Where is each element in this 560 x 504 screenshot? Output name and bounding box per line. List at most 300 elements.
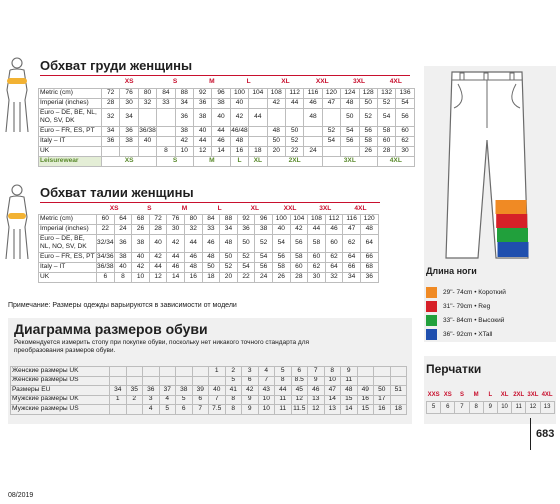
cell: 10	[132, 272, 150, 282]
cell: 1	[110, 395, 127, 405]
cell: 56	[359, 126, 377, 136]
cell: 48	[341, 386, 358, 396]
cell: 72	[102, 88, 120, 98]
cell: 38	[132, 234, 150, 252]
cell: 26	[359, 146, 377, 156]
size-header: XXL	[315, 78, 329, 86]
cell: 3	[143, 395, 160, 405]
cell: 34	[220, 224, 238, 234]
cell: 136	[396, 88, 414, 98]
table-row	[11, 395, 407, 405]
chest-title: Обхват груди женщины	[40, 58, 193, 73]
cell: 44	[149, 262, 167, 272]
cell: 132	[377, 88, 395, 98]
cell: 7	[192, 405, 209, 415]
cell: 36	[237, 224, 255, 234]
shoe-size-table	[10, 366, 407, 415]
cell: 10	[258, 405, 275, 415]
cell: 11	[275, 405, 292, 415]
cell: 2	[225, 367, 242, 377]
trousers-icon	[430, 68, 545, 264]
table-row	[39, 214, 379, 224]
cell: 62	[325, 252, 343, 262]
cell: 48	[230, 136, 248, 146]
cell: 13	[324, 405, 341, 415]
cell: 16	[374, 405, 391, 415]
cell: 54	[322, 136, 340, 146]
cell: 40	[230, 98, 248, 108]
cell: 16	[230, 146, 248, 156]
cell: XS	[102, 156, 157, 166]
cell: 108	[308, 214, 326, 224]
row-label: Imperial (inches)	[39, 98, 102, 108]
table-row	[39, 252, 379, 262]
cell: 58	[272, 262, 290, 272]
cell: 60	[308, 252, 326, 262]
cell: 41	[225, 386, 242, 396]
row-label: Italy – IT	[39, 262, 97, 272]
glove-size: XL	[500, 392, 509, 399]
cell: 5	[159, 405, 176, 415]
cell: 52	[255, 234, 273, 252]
cell: 46	[304, 98, 322, 108]
cell: 52	[377, 98, 395, 108]
cell: 8	[157, 146, 175, 156]
cell: 36	[175, 108, 193, 126]
size-header: XS	[124, 78, 134, 86]
cell: 38	[255, 224, 273, 234]
cell: 40	[132, 252, 150, 262]
red-swatch-icon	[426, 301, 437, 312]
cell: 50	[374, 386, 391, 396]
row-label: Euro – DE, BE, NL, NO, SV, DK	[39, 108, 102, 126]
cell: 104	[290, 214, 308, 224]
cell: 24	[304, 146, 322, 156]
cell: 62	[343, 234, 361, 252]
cell: 5	[176, 395, 193, 405]
cell: 20	[220, 272, 238, 282]
cell: 64	[114, 214, 132, 224]
cell: 9	[242, 395, 259, 405]
size-header: XS	[109, 205, 119, 212]
cell: 30	[396, 146, 414, 156]
cell: 28	[102, 98, 120, 108]
row-label: Metric (cm)	[39, 214, 97, 224]
cell: 7	[308, 367, 325, 377]
cell: 8.5	[291, 376, 308, 386]
cell: 42	[242, 386, 259, 396]
size-header: XL	[281, 78, 290, 86]
cell: 15	[357, 405, 374, 415]
table-row	[39, 224, 379, 234]
table-row	[39, 146, 415, 156]
cell: 68	[360, 262, 378, 272]
cell: 54	[396, 98, 414, 108]
size-header: L	[246, 78, 251, 86]
cell: 6	[176, 405, 193, 415]
cell: 22	[237, 272, 255, 282]
table-row	[11, 386, 407, 396]
cell: 52	[237, 252, 255, 262]
legend-label: 36"- 92cm • XTall	[443, 330, 493, 338]
cell: 52	[359, 108, 377, 126]
cell: 9	[341, 367, 358, 377]
row-label: Leisurewear	[39, 156, 102, 166]
woman-waist-icon	[2, 183, 32, 261]
cell: S	[157, 156, 194, 166]
cell: 6	[291, 367, 308, 377]
cell: 40	[209, 386, 226, 396]
cell: 46	[325, 224, 343, 234]
cell: 7	[209, 395, 226, 405]
divider	[40, 75, 410, 76]
footer-date: 08/2019	[8, 492, 34, 499]
woman-chest-icon	[2, 56, 32, 134]
table-row	[11, 405, 407, 415]
cell: 48	[304, 108, 322, 126]
cell: 36	[143, 386, 160, 396]
cell: 92	[193, 88, 211, 98]
cell: 8	[114, 272, 132, 282]
cell: 42	[167, 234, 185, 252]
cell: 34	[120, 108, 138, 126]
cell: 6	[97, 272, 115, 282]
size-header: S	[147, 205, 152, 212]
cell: 16	[357, 395, 374, 405]
cell: 7	[455, 401, 469, 413]
cell: 34	[343, 272, 361, 282]
cell: 47	[324, 386, 341, 396]
leg-length-title: Длина ноги	[426, 266, 477, 276]
cell: 44	[212, 126, 230, 136]
cell: 48	[184, 262, 202, 272]
cell: 44	[193, 136, 211, 146]
cell: 16	[184, 272, 202, 282]
cell: 5	[225, 376, 242, 386]
cell: 62	[396, 136, 414, 146]
cell: 36	[102, 136, 120, 146]
cell: 18	[249, 146, 267, 156]
cell: 12	[526, 401, 540, 413]
cell: 12	[308, 405, 325, 415]
cell: 15	[341, 395, 358, 405]
cell: 48	[360, 224, 378, 234]
cell: 28	[290, 272, 308, 282]
cell: 84	[202, 214, 220, 224]
cell: 40	[138, 136, 156, 146]
cell: 80	[138, 88, 156, 98]
cell: 60	[377, 136, 395, 146]
cell: 38	[193, 108, 211, 126]
legend-label: 29"- 74cm • Короткий	[443, 288, 506, 296]
row-label: Euro – FR, ES, PT	[39, 252, 97, 262]
cell: 14	[167, 272, 185, 282]
glove-size: L	[488, 392, 493, 399]
row-label: UK	[39, 272, 97, 282]
cell: 8	[225, 405, 242, 415]
cell: 49	[357, 386, 374, 396]
table-row	[39, 108, 415, 126]
cell: 9	[308, 376, 325, 386]
cell: 100	[272, 214, 290, 224]
cell: 52	[285, 136, 303, 146]
blue-swatch-icon	[426, 329, 437, 340]
cell: 56	[272, 252, 290, 262]
waist-title: Обхват талии женщины	[40, 185, 194, 200]
cell: 44	[285, 98, 303, 108]
glove-size: S	[459, 392, 464, 399]
cell: 124	[341, 88, 359, 98]
cell: 4XL	[377, 156, 414, 166]
cell: 36/38	[97, 262, 115, 272]
glove-size: 2XL	[513, 392, 525, 399]
cell: 11	[275, 395, 292, 405]
glove-size: 4XL	[541, 392, 553, 399]
size-header: S	[172, 78, 178, 86]
cell: 13	[540, 401, 554, 413]
cell: 60	[290, 262, 308, 272]
glove-size: XS	[443, 392, 452, 399]
cell: 8	[324, 367, 341, 377]
cell: 8	[275, 376, 292, 386]
cell: 54	[237, 262, 255, 272]
size-header: M	[181, 205, 188, 212]
page-number: 683	[536, 428, 555, 440]
cell: 50	[341, 108, 359, 126]
cell: 32	[184, 224, 202, 234]
cell: 30	[167, 224, 185, 234]
cell: 6	[192, 395, 209, 405]
divider	[530, 418, 531, 450]
cell: 48	[220, 234, 238, 252]
cell: 116	[304, 88, 322, 98]
cell: 1	[209, 367, 226, 377]
cell: 47	[322, 98, 340, 108]
cell: 32	[325, 272, 343, 282]
cell: 38	[120, 136, 138, 146]
shoe-title: Диаграмма размеров обуви	[14, 321, 208, 337]
row-label: Imperial (inches)	[39, 224, 97, 234]
cell: 88	[175, 88, 193, 98]
note-text: Примечание: Размеры одежды варьируются в зависимости от модели	[8, 302, 237, 309]
size-header: XL	[250, 205, 260, 212]
cell: 24	[255, 272, 273, 282]
cell: 18	[202, 272, 220, 282]
size-header: 3XL	[319, 205, 332, 212]
cell: 62	[308, 262, 326, 272]
cell: 36	[193, 98, 211, 108]
table-row	[39, 262, 379, 272]
row-label: Мужские размеры US	[11, 405, 110, 415]
cell: 22	[285, 146, 303, 156]
cell: 48	[202, 252, 220, 262]
cell: 46/48	[230, 126, 248, 136]
cell: 22	[97, 224, 115, 234]
table-row	[39, 136, 415, 146]
cell: 5	[275, 367, 292, 377]
cell: 52	[322, 126, 340, 136]
size-header: 4XL	[354, 205, 367, 212]
cell: 54	[255, 252, 273, 262]
row-label: Euro – DE, BE, NL, NO, SV, DK	[39, 234, 97, 252]
cell: 76	[167, 214, 185, 224]
cell: 12	[291, 395, 308, 405]
cell: 60	[325, 234, 343, 252]
cell: 26	[272, 272, 290, 282]
cell: 46	[184, 252, 202, 262]
table-row	[39, 88, 415, 98]
cell: 50	[267, 136, 285, 146]
cell: 50	[202, 262, 220, 272]
size-header: XXL	[283, 205, 297, 212]
cell: 28	[377, 146, 395, 156]
glove-size: 3XL	[527, 392, 539, 399]
cell: 60	[396, 126, 414, 136]
cell: 42	[132, 262, 150, 272]
size-header: M	[209, 78, 215, 86]
cell: 3	[242, 367, 259, 377]
cell: 66	[360, 252, 378, 262]
cell: 128	[359, 88, 377, 98]
cell: 20	[267, 146, 285, 156]
row-label: Размеры EU	[11, 386, 110, 396]
gloves-title: Перчатки	[426, 362, 482, 376]
cell: 52	[220, 262, 238, 272]
shoe-subtitle: Рекомендуется измерить стопу при покупке обуви, поскольку нет никакого точного стандарта для преобразования размеров обуви.	[14, 339, 310, 355]
cell: 6	[242, 376, 259, 386]
waist-size-table	[38, 205, 379, 283]
cell: 38	[114, 252, 132, 262]
cell: 4	[159, 395, 176, 405]
cell: 2XL	[267, 156, 322, 166]
cell: 46	[308, 386, 325, 396]
cell: 42	[149, 252, 167, 262]
cell: 11.5	[291, 405, 308, 415]
cell: 100	[230, 88, 248, 98]
table-row	[39, 126, 415, 136]
cell: 2	[126, 395, 143, 405]
cell: 4	[143, 405, 160, 415]
cell: 66	[343, 262, 361, 272]
cell: 80	[184, 214, 202, 224]
green-swatch-icon	[426, 315, 437, 326]
cell: 54	[272, 234, 290, 252]
cell: 38	[176, 386, 193, 396]
glove-size: M	[473, 392, 479, 399]
cell: 11	[512, 401, 526, 413]
cell: 34	[102, 126, 120, 136]
row-label: Женские размеры US	[11, 376, 110, 386]
cell: 44	[249, 108, 267, 126]
table-row	[39, 234, 379, 252]
cell: 28	[149, 224, 167, 234]
cell: 46	[202, 234, 220, 252]
cell: 51	[390, 386, 407, 396]
cell: 36	[120, 126, 138, 136]
cell: 92	[237, 214, 255, 224]
cell: 44	[184, 234, 202, 252]
cell: 3XL	[322, 156, 377, 166]
cell: 48	[267, 126, 285, 136]
cell: 58	[359, 136, 377, 146]
cell: 44	[308, 224, 326, 234]
size-header: 4XL	[389, 78, 402, 86]
size-header: L	[217, 205, 222, 212]
cell: 60	[97, 214, 115, 224]
cell: 42	[267, 98, 285, 108]
cell: 36	[360, 272, 378, 282]
row-label: Мужские размеры UK	[11, 395, 110, 405]
cell: 43	[258, 386, 275, 396]
cell: 32	[138, 98, 156, 108]
cell: 8	[225, 395, 242, 405]
cell: 18	[390, 405, 407, 415]
cell: 32/34	[97, 234, 115, 252]
cell: 24	[114, 224, 132, 234]
divider	[40, 202, 380, 203]
legend-label: 33"- 84cm • Высокий	[443, 316, 505, 324]
legend-label: 31"- 79cm • Reg	[443, 302, 491, 310]
cell: 34	[110, 386, 127, 396]
cell: 112	[325, 214, 343, 224]
cell: 96	[255, 214, 273, 224]
cell: 9	[242, 405, 259, 415]
cell: 35	[126, 386, 143, 396]
cell: 26	[132, 224, 150, 234]
cell: 42	[175, 136, 193, 146]
cell: M	[193, 156, 230, 166]
legend-item-reg	[426, 300, 490, 312]
cell: 30	[308, 272, 326, 282]
chest-size-table	[38, 78, 415, 167]
cell: 34	[175, 98, 193, 108]
cell: 44	[275, 386, 292, 396]
cell: 11	[341, 376, 358, 386]
table-row	[39, 156, 415, 166]
cell: 14	[341, 405, 358, 415]
cell: 108	[267, 88, 285, 98]
table-row	[11, 367, 407, 377]
cell: 10	[175, 146, 193, 156]
cell: 46	[212, 136, 230, 146]
cell: 40	[193, 126, 211, 136]
cell: 58	[308, 234, 326, 252]
cell: 56	[290, 234, 308, 252]
cell: 56	[396, 108, 414, 126]
table-row	[11, 376, 407, 386]
cell: 14	[212, 146, 230, 156]
cell: 12	[193, 146, 211, 156]
cell: 33	[157, 98, 175, 108]
cell: 58	[377, 126, 395, 136]
row-label: UK	[39, 146, 102, 156]
cell: 76	[120, 88, 138, 98]
cell: L	[230, 156, 248, 166]
cell: 116	[343, 214, 361, 224]
cell: 39	[192, 386, 209, 396]
cell: XL	[249, 156, 267, 166]
cell: 84	[157, 88, 175, 98]
cell: 64	[325, 262, 343, 272]
cell: 68	[132, 214, 150, 224]
cell: 36/38	[138, 126, 156, 136]
cell: 46	[167, 262, 185, 272]
row-label: Italy – IT	[39, 136, 102, 146]
table-row	[39, 98, 415, 108]
cell: 47	[343, 224, 361, 234]
cell: 44	[167, 252, 185, 262]
legend-item-tall	[426, 314, 504, 326]
